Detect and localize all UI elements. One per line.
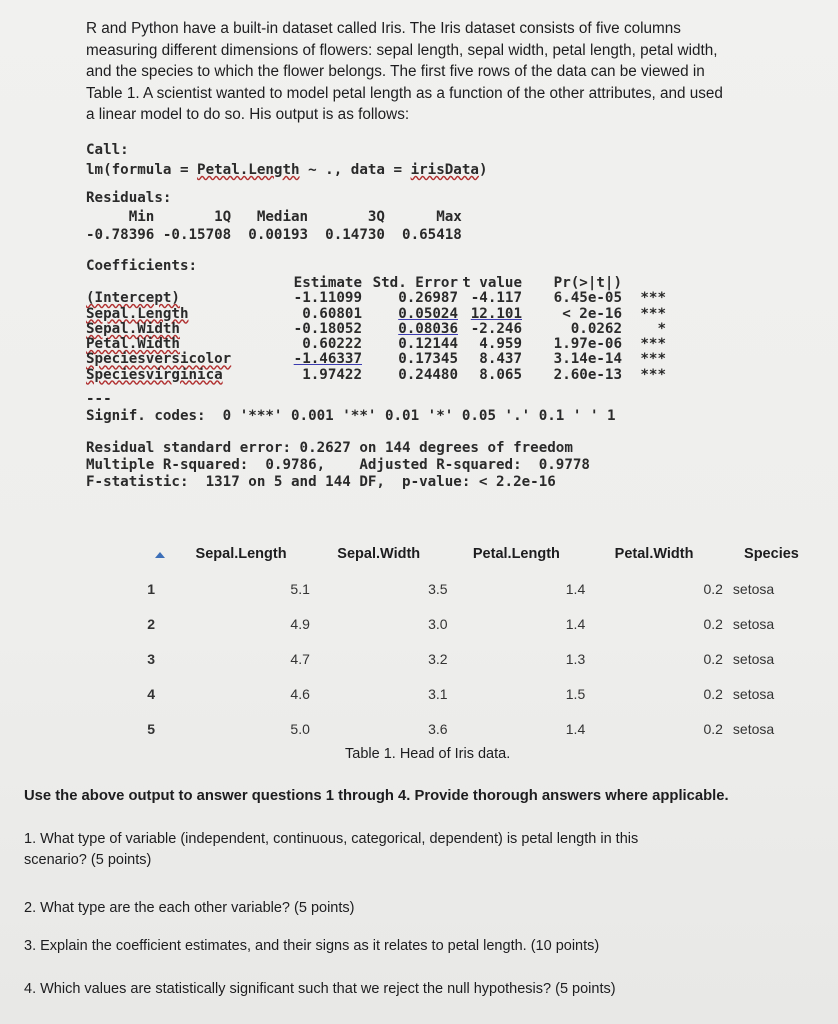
residuals-values: -0.78396 -0.15708 0.00193 0.14730 0.65418 [86, 226, 462, 243]
coefficients-label: Coefficients: [86, 258, 198, 274]
header-sepal-length[interactable]: Sepal.Length [195, 546, 287, 562]
question-1 [24, 829, 784, 871]
coef-name: Speciesvirginica [86, 366, 223, 383]
coef-signif: *** [640, 305, 666, 322]
coef-header-row [86, 276, 666, 291]
lm-response: Petal.Length [197, 162, 300, 178]
header-petal-width[interactable]: Petal.Width [614, 546, 694, 562]
residual-std-error: Residual standard error: 0.2627 on 144 degrees of freedom [86, 440, 573, 456]
coef-row [86, 368, 666, 383]
coef-row [86, 307, 666, 322]
coef-estimate: 0.60222 [302, 336, 362, 353]
coef-row [86, 322, 666, 337]
coef-signif: * [657, 320, 666, 337]
cell-species: setosa [732, 720, 775, 737]
coef-name: (Intercept) [86, 290, 180, 307]
cell-petal-width: 0.2 [703, 615, 723, 632]
coef-row [86, 352, 666, 367]
r-squared: Multiple R-squared: 0.9786, Adjusted R-squared: 0.9778 [86, 457, 590, 473]
coef-stderr: 0.17345 [398, 351, 458, 368]
lm-formula [86, 162, 487, 180]
iris-header-row [130, 537, 810, 571]
coef-header-tvalue: t value [462, 275, 522, 291]
cell-sepal-width: 3.2 [428, 650, 448, 667]
signif-codes: Signif. codes: 0 '***' 0.001 '**' 0.01 '*' 0.05 '.' 0.1 ' ' 1 [86, 408, 616, 424]
coef-estimate: -1.46337 [293, 351, 362, 368]
intro-line: R and Python have a built-in dataset called Iris. The Iris dataset consists of five columns [86, 20, 681, 37]
table-row [130, 641, 810, 676]
coef-tvalue: 8.065 [479, 366, 522, 383]
cell-petal-length: 1.5 [565, 685, 586, 702]
intro-line: measuring different dimensions of flowers: sepal length, sepal width, petal length, petal width, [86, 41, 718, 59]
coef-tvalue: -4.117 [470, 290, 522, 307]
lm-mid: ~ ., data = [299, 162, 411, 178]
row-index: 2 [147, 615, 155, 632]
coef-header-name [86, 276, 262, 291]
coef-tvalue: 12.101 [470, 305, 522, 322]
f-statistic: F-statistic: 1317 on 5 and 144 DF, p-value: < 2.2e-16 [86, 474, 556, 490]
intro-paragraph [86, 18, 806, 126]
coef-signif: *** [640, 351, 666, 368]
question-2: 2. What type are the each other variable? (5 points) [24, 900, 355, 916]
cell-species: setosa [732, 685, 775, 702]
table-row [130, 711, 810, 746]
coef-header-stderr: Std. Error [372, 275, 458, 291]
cell-sepal-length: 5.0 [290, 720, 310, 737]
coef-tvalue: 8.437 [479, 351, 522, 368]
header-sepal-width[interactable]: Sepal.Width [337, 546, 421, 562]
coef-pvalue: 0.0262 [570, 320, 622, 337]
question-1-line: scenario? (5 points) [24, 852, 152, 868]
coef-header-signif [622, 276, 666, 291]
residuals-header: Min 1Q Median 3Q Max [86, 209, 462, 225]
coef-pvalue: < 2e-16 [562, 305, 622, 322]
sort-ascending-icon[interactable] [155, 552, 165, 558]
coef-row [86, 337, 666, 352]
row-index: 3 [147, 650, 155, 667]
cell-petal-length: 1.4 [565, 615, 586, 632]
table-row [130, 676, 810, 711]
coef-name: Sepal.Length [86, 305, 189, 322]
table-row [130, 571, 810, 606]
lm-prefix: lm(formula = [86, 162, 198, 178]
row-index: 5 [147, 720, 155, 737]
coef-estimate: 0.60801 [302, 305, 362, 322]
coef-pvalue: 1.97e-06 [553, 336, 622, 353]
coef-signif: *** [640, 290, 666, 307]
iris-table [130, 537, 810, 746]
cell-sepal-length: 4.7 [290, 650, 310, 667]
instructions: Use the above output to answer questions 1 through 4. Provide thorough answers where applicable. [24, 788, 729, 804]
coef-header-estimate: Estimate [293, 275, 362, 291]
intro-line: a linear model to do so. His output is as follows: [86, 106, 410, 124]
coef-tvalue: -2.246 [470, 320, 522, 337]
cell-species: setosa [732, 580, 775, 597]
coef-stderr: 0.05024 [398, 305, 458, 322]
cell-sepal-width: 3.1 [428, 685, 448, 702]
coef-stderr: 0.08036 [398, 320, 458, 337]
divider-dashes: --- [86, 391, 112, 407]
call-label: Call: [86, 142, 129, 158]
table-row [130, 606, 810, 641]
cell-petal-width: 0.2 [703, 580, 723, 597]
coef-row [86, 291, 666, 306]
residuals-label: Residuals: [86, 190, 172, 206]
coef-estimate: -0.18052 [293, 320, 362, 337]
lm-data: irisData [410, 162, 479, 178]
coef-stderr: 0.24480 [398, 366, 458, 383]
coef-signif: *** [640, 366, 666, 383]
cell-species: setosa [732, 615, 775, 632]
cell-species: setosa [732, 650, 775, 667]
cell-sepal-width: 3.0 [428, 615, 448, 632]
coef-signif: *** [640, 336, 666, 353]
coef-estimate: -1.11099 [293, 290, 362, 307]
coef-pvalue: 2.60e-13 [553, 366, 622, 383]
cell-petal-length: 1.4 [565, 720, 586, 737]
row-index: 1 [147, 580, 155, 597]
coef-estimate: 1.97422 [302, 366, 362, 383]
coef-name: Sepal.Width [86, 320, 180, 337]
cell-sepal-width: 3.6 [428, 720, 448, 737]
coef-header-pvalue: Pr(>|t|) [553, 275, 622, 291]
residuals-table [86, 209, 462, 244]
coefficients-table [86, 276, 666, 383]
coef-tvalue: 4.959 [479, 336, 522, 353]
question-1-line: 1. What type of variable (independent, continuous, categorical, dependent) is petal length in this [24, 831, 639, 847]
cell-petal-length: 1.4 [565, 580, 586, 597]
lm-end: ) [478, 162, 488, 178]
sort-cell[interactable] [130, 546, 172, 562]
table-caption: Table 1. Head of Iris data. [345, 746, 511, 762]
question-4: 4. Which values are statistically significant such that we reject the null hypothesis? (5 points) [24, 981, 616, 997]
question-3: 3. Explain the coefficient estimates, and their signs as it relates to petal length. (10 points) [24, 938, 600, 954]
cell-sepal-width: 3.5 [428, 580, 448, 597]
cell-sepal-length: 5.1 [290, 580, 310, 597]
intro-line: and the species to which the flower belongs. The first five rows of the data can be viewed in [86, 63, 705, 81]
coef-pvalue: 3.14e-14 [553, 351, 622, 368]
intro-line: Table 1. A scientist wanted to model petal length as a function of the other attributes, and used [86, 84, 723, 102]
cell-sepal-length: 4.9 [290, 615, 310, 632]
coef-stderr: 0.26987 [398, 290, 458, 307]
coef-name: Speciesversicolor [86, 351, 232, 368]
cell-petal-width: 0.2 [703, 685, 723, 702]
cell-petal-width: 0.2 [703, 650, 723, 667]
cell-petal-length: 1.3 [565, 650, 586, 667]
header-petal-length[interactable]: Petal.Length [472, 546, 560, 562]
coef-pvalue: 6.45e-05 [553, 290, 622, 307]
cell-petal-width: 0.2 [703, 720, 723, 737]
header-species[interactable]: Species [744, 546, 799, 562]
coef-stderr: 0.12144 [398, 336, 458, 353]
cell-sepal-length: 4.6 [290, 685, 310, 702]
row-index: 4 [147, 685, 155, 702]
coef-name: Petal.Width [86, 336, 180, 353]
